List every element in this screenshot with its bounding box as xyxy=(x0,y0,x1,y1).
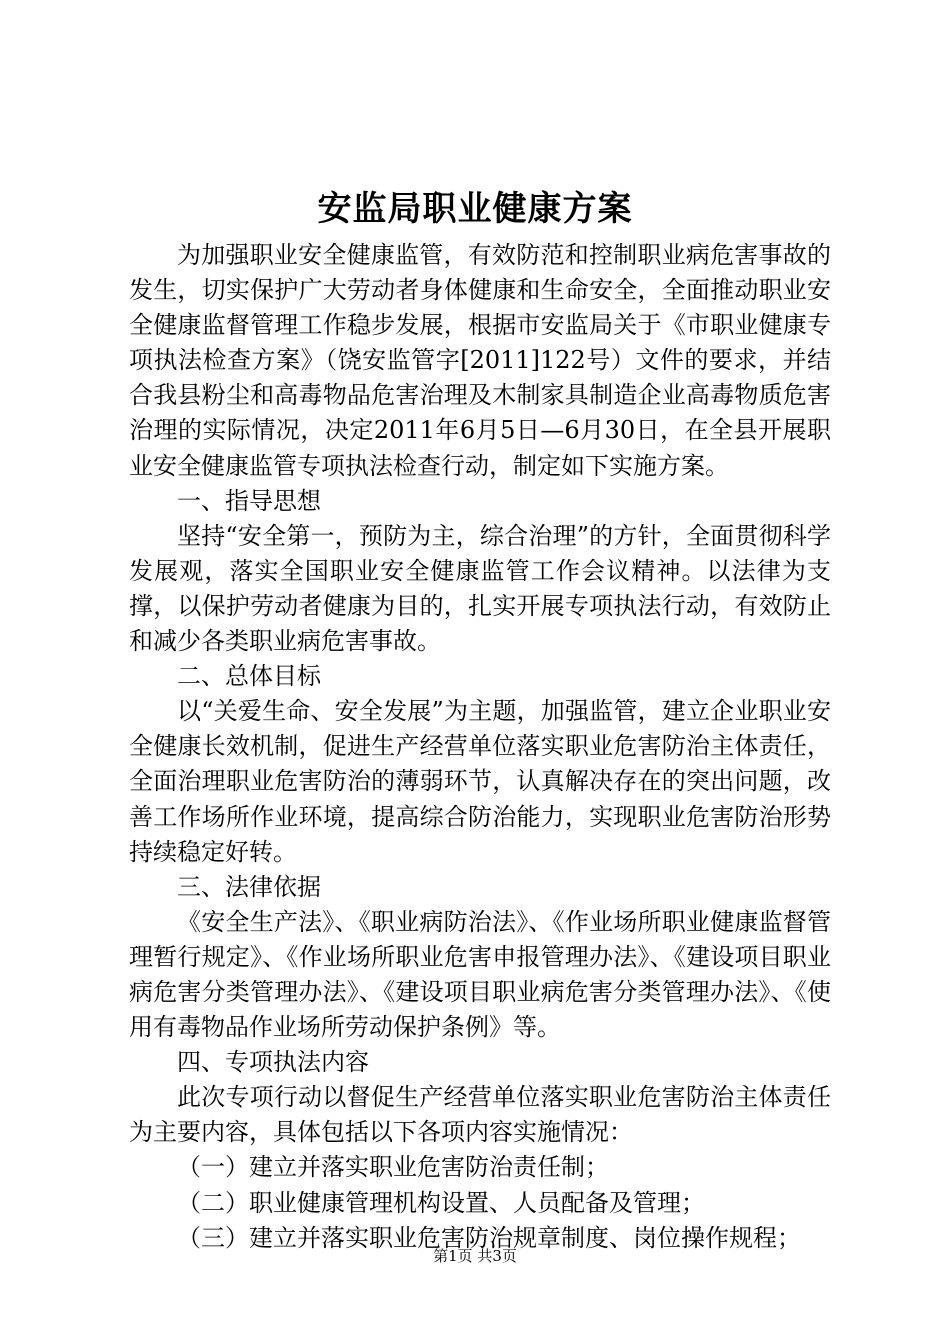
guiding-thought-paragraph: 坚持“安全第一，预防为主，综合治理”的方针，全面贯彻科学发展观，落实全国职业安全健康监管工作会议精神。以法律为支撑，以保护劳动者健康为目的，扎实开展专项执法行动，有效防止和减少各类职业病危害事故。 xyxy=(129,521,831,656)
document-title: 安监局职业健康方案 xyxy=(317,189,633,229)
list-item: （一）建立并落实职业危害防治责任制； xyxy=(177,1153,609,1182)
list-item: （二）职业健康管理机构设置、人员配备及管理； xyxy=(177,1188,705,1217)
enforcement-content-paragraph: 此次专项行动以督促生产经营单位落实职业危害防治主体责任为主要内容，具体包括以下各项内容实施情况： xyxy=(129,1083,831,1147)
legal-basis-paragraph: 《安全生产法》、《职业病防治法》、《作业场所职业健康监督管理暂行规定》、《作业场所职业危害申报管理办法》、《建设项目职业病危害分类管理办法》、《建设项目职业病危害分类管理办法》、《使用有毒物品作业场所劳动保护条例》等。 xyxy=(129,907,831,1042)
section-heading-guiding-thought: 一、指导思想 xyxy=(177,486,321,515)
intro-paragraph: 为加强职业安全健康监管，有效防范和控制职业病危害事故的发生，切实保护广大劳动者身体健康和生命安全，全面推动职业安全健康监督管理工作稳步发展，根据市安监局关于《市职业健康专项执法检查方案》（饶安监管字[2011]122号）文件的要求，并结合我县粉尘和高毒物品危害治理及木制家具制造企业高毒物质危害治理的实际情况，决定2011年6月5日—6月30日，在全县开展职业安全健康监管专项执法检查行动，制定如下实施方案。 xyxy=(129,241,831,480)
page-footer: 第1页 共3页 xyxy=(433,1247,517,1265)
section-heading-legal-basis: 三、法律依据 xyxy=(177,872,321,901)
document-body xyxy=(129,238,831,1256)
overall-goal-paragraph: 以“关爱生命、安全发展”为主题，加强监管，建立企业职业安全健康长效机制，促进生产经营单位落实职业危害防治主体责任，全面治理职业危害防治的薄弱环节，认真解决存在的突出问题，改善工作场所作业环境，提高综合防治能力，实现职业危害防治形势持续稳定好转。 xyxy=(129,697,831,866)
section-heading-overall-goal: 二、总体目标 xyxy=(177,662,321,691)
list-item: （三）建立并落实职业危害防治规章制度、岗位操作规程； xyxy=(177,1223,801,1252)
section-heading-enforcement-content: 四、专项执法内容 xyxy=(177,1048,369,1077)
